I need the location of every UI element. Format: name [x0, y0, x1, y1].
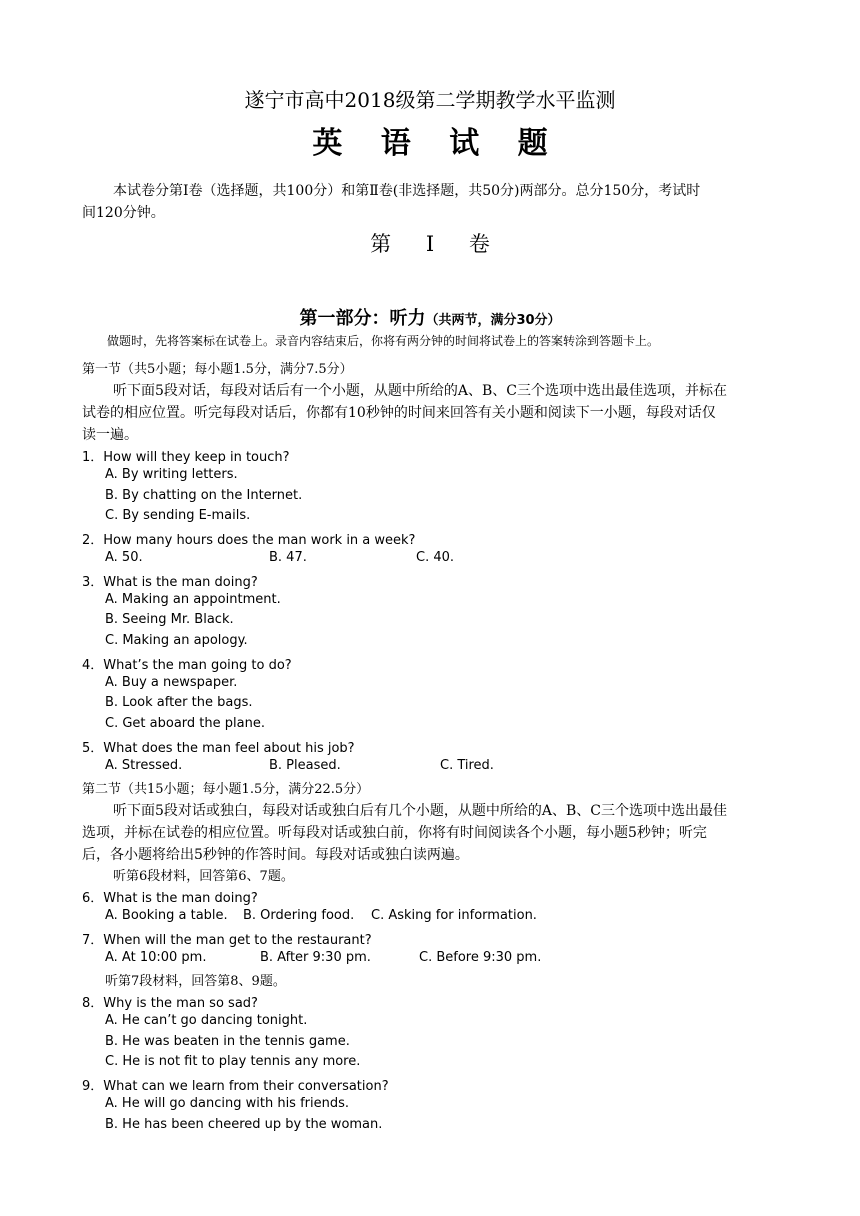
volume-title: 第 Ⅰ 卷 [370, 232, 504, 256]
question-1 [82, 446, 290, 465]
q6-option-a: A. Booking a table. [105, 908, 228, 923]
subject-title: 英 语 试 题 [312, 126, 562, 161]
q8-option-b: B. He was beaten in the tennis game. [105, 1034, 350, 1049]
question-text: What can we learn from their conversation? [103, 1079, 389, 1094]
question-number: 4． [82, 658, 104, 673]
q5-option-c: C. Tired. [440, 758, 494, 773]
question-number: 1． [82, 450, 104, 465]
section2-heading: 第二节（共15小题；每小题1.5分，满分22.5分） [82, 782, 370, 797]
q9-option-b: B. He has been cheered up by the woman. [105, 1117, 383, 1132]
q8-option-a: A. He can’t go dancing tonight. [105, 1013, 308, 1028]
question-number: 5． [82, 741, 104, 756]
q6-option-b: B. Ordering food. [243, 908, 355, 923]
question-number: 6． [82, 891, 104, 906]
q9-option-a: A. He will go dancing with his friends. [105, 1096, 350, 1111]
section1-desc-1: 听下面5段对话，每段对话后有一个小题，从题中所给的A、B、C三个选项中选出最佳选项，并标在 [113, 383, 728, 399]
q1-option-a: A. By writing letters. [105, 467, 238, 482]
q4-option-a: A. Buy a newspaper. [105, 675, 238, 690]
question-6 [82, 887, 258, 906]
part1-title-text: 第一部分：听力 [299, 308, 426, 329]
question-text: Why is the man so sad? [103, 996, 258, 1011]
question-text: How will they keep in touch? [103, 450, 290, 465]
section2-desc-2: 选项，并标在试卷的相应位置。听每段对话或独白前，你将有时间阅读各个小题，每小题5秒钟；听完 [82, 825, 707, 841]
q3-option-a: A. Making an appointment. [105, 592, 281, 607]
section1-heading: 第一节（共5小题；每小题1.5分，满分7.5分） [82, 362, 353, 377]
part1-title-note: （共两节，满分30分） [425, 313, 561, 328]
section1-desc-2: 试卷的相应位置。听完每段对话后，你都有10秒钟的时间来回答有关小题和阅读下一小题，每段对话仅 [82, 405, 716, 421]
question-number: 2． [82, 533, 104, 548]
material-6-note: 听第6段材料，回答第6、7题。 [113, 869, 294, 884]
q3-option-b: B. Seeing Mr. Black. [105, 612, 234, 627]
question-8 [82, 992, 258, 1011]
q7-option-a: A. At 10:00 pm. [105, 950, 207, 965]
section1-desc-3: 读一遍。 [82, 427, 138, 443]
q5-option-a: A. Stressed. [105, 758, 183, 773]
question-number: 8． [82, 996, 104, 1011]
q3-option-c: C. Making an apology. [105, 633, 248, 648]
intro-line-1: 本试卷分第Ⅰ卷（选择题，共100分）和第Ⅱ卷(非选择题，共50分)两部分。总分150分，考试时 [113, 183, 701, 199]
question-text: What does the man feel about his job? [103, 741, 355, 756]
q1-option-c: C. By sending E-mails. [105, 508, 251, 523]
q5-option-b: B. Pleased. [269, 758, 341, 773]
q4-option-c: C. Get aboard the plane. [105, 716, 265, 731]
section2-desc-1: 听下面5段对话或独白，每段对话或独白后有几个小题，从题中所给的A、B、C三个选项中选出最佳 [113, 803, 728, 819]
question-text: What’s the man going to do? [103, 658, 292, 673]
question-text: When will the man get to the restaurant? [103, 933, 372, 948]
question-2 [82, 529, 415, 548]
question-number: 9． [82, 1079, 104, 1094]
question-number: 3． [82, 575, 104, 590]
q6-option-c: C. Asking for information. [371, 908, 537, 923]
question-text: What is the man doing? [103, 575, 258, 590]
material-7-note: 听第7段材料，回答第8、9题。 [105, 974, 286, 989]
section2-desc-3: 后，各小题将给出5秒钟的作答时间。每段对话或独白读两遍。 [82, 847, 469, 863]
question-text: What is the man doing? [103, 891, 258, 906]
question-7 [82, 929, 372, 948]
question-5 [82, 737, 355, 756]
question-9 [82, 1075, 389, 1094]
intro-line-2: 间120分钟。 [82, 205, 165, 221]
q7-option-b: B. After 9:30 pm. [260, 950, 371, 965]
exam-title: 遂宁市高中2018级第二学期教学水平监测 [244, 88, 616, 112]
part1-title [0, 304, 860, 330]
question-4 [82, 654, 292, 673]
q2-option-b: B. 47. [269, 550, 307, 565]
q4-option-b: B. Look after the bags. [105, 695, 253, 710]
q1-option-b: B. By chatting on the Internet. [105, 488, 303, 503]
question-number: 7． [82, 933, 104, 948]
q7-option-c: C. Before 9:30 pm. [419, 950, 542, 965]
question-text: How many hours does the man work in a week? [103, 533, 416, 548]
question-3 [82, 571, 258, 590]
part1-instruction: 做题时，先将答案标在试卷上。录音内容结束后，你将有两分钟的时间将试卷上的答案转涂到答题卡上。 [107, 334, 660, 348]
q8-option-c: C. He is not fit to play tennis any more. [105, 1054, 361, 1069]
q2-option-c: C. 40. [416, 550, 455, 565]
q2-option-a: A. 50. [105, 550, 143, 565]
